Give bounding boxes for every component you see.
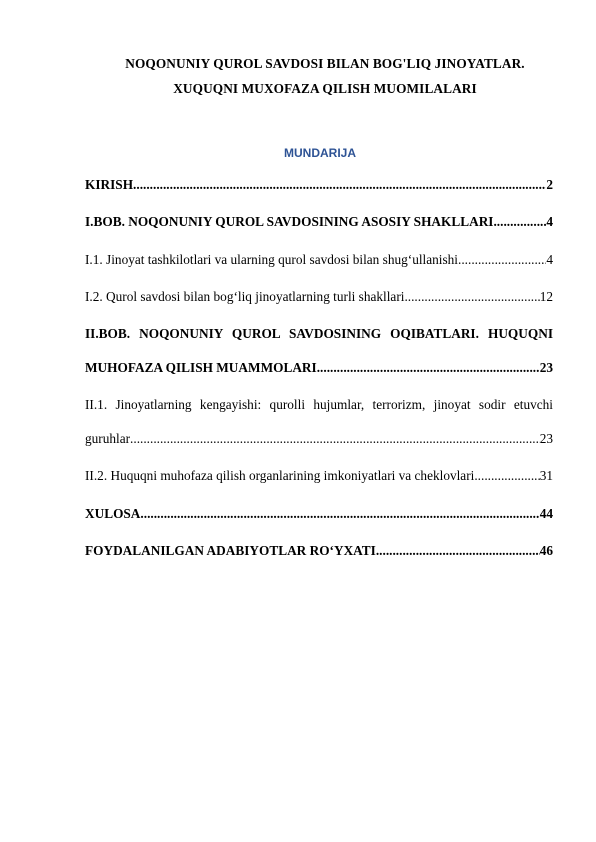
dot-leader <box>317 359 540 377</box>
document-title-line-1: NOQONUNIY QUROL SAVDOSI BILAN BOG'LIQ JINOYATLAR. <box>125 56 525 71</box>
dot-leader <box>376 542 540 560</box>
toc-entry-text: FOYDALANILGAN ADABIYOTLAR RO‘YXATI <box>85 543 376 558</box>
toc-entry-bob1[interactable] <box>85 213 553 231</box>
dot-leader <box>140 505 539 523</box>
toc-page-number: 12 <box>539 289 553 304</box>
toc-page-number: 46 <box>539 543 553 558</box>
toc-entry-bob1-1[interactable] <box>85 251 553 269</box>
toc-entry-text: I.BOB. NOQONUNIY QUROL SAVDOSINING ASOSIY SHAKLLARI <box>85 214 494 229</box>
toc-entry-adabiyot[interactable] <box>85 542 553 560</box>
toc-entry-xulosa[interactable] <box>85 505 553 523</box>
toc-page-number: 4 <box>546 214 553 229</box>
toc-entry-text: I.2. Qurol savdosi bilan bog‘liq jinoyatlarning turli shakllari <box>85 289 405 304</box>
toc-heading: MUNDARIJA <box>284 146 356 160</box>
toc-entry-bob2-1-line1[interactable]: II.1. Jinoyatlarning kengayishi: qurolli hujumlar, terrorizm, jinoyat sodir etuvchi <box>85 397 553 412</box>
dot-leader <box>474 467 539 485</box>
dot-leader <box>493 213 546 231</box>
dot-leader <box>458 251 546 269</box>
toc-entry-bob2[interactable] <box>85 359 553 377</box>
toc-entry-text: guruhlar <box>85 431 131 446</box>
toc-page-number: 2 <box>546 177 553 192</box>
toc-page-number: 23 <box>539 431 553 446</box>
toc-page-number: 31 <box>539 468 553 483</box>
toc-entry-bob2-line1[interactable]: II.BOB. NOQONUNIY QUROL SAVDOSINING OQIBATLARI. HUQUQNI <box>85 326 553 341</box>
toc-entry-text: MUHOFAZA QILISH MUAMMOLARI <box>85 360 317 375</box>
toc-entry-text: II.2. Huquqni muhofaza qilish organlarining imkoniyatlari va cheklovlari <box>85 468 475 483</box>
toc-entry-bob1-2[interactable] <box>85 288 553 306</box>
toc-entry-text: XULOSA <box>85 506 141 521</box>
document-title-line-2: XUQUQNI MUXOFAZA QILISH MUOMILALARI <box>173 81 477 96</box>
dot-leader <box>133 176 546 194</box>
toc-entry-text: I.1. Jinoyat tashkilotlari va ularning qurol savdosi bilan shug‘ullanishi <box>85 252 459 267</box>
toc-page-number: 4 <box>546 252 553 267</box>
toc-page-number: 23 <box>539 360 553 375</box>
toc-entry-kirish[interactable] <box>85 176 553 194</box>
toc-page-number: 44 <box>539 506 553 521</box>
toc-entry-bob2-1[interactable] <box>85 430 553 448</box>
toc-entry-text: KIRISH <box>85 177 134 192</box>
dot-leader <box>404 288 539 306</box>
toc-entry-bob2-2[interactable] <box>85 467 553 485</box>
dot-leader <box>130 430 540 448</box>
